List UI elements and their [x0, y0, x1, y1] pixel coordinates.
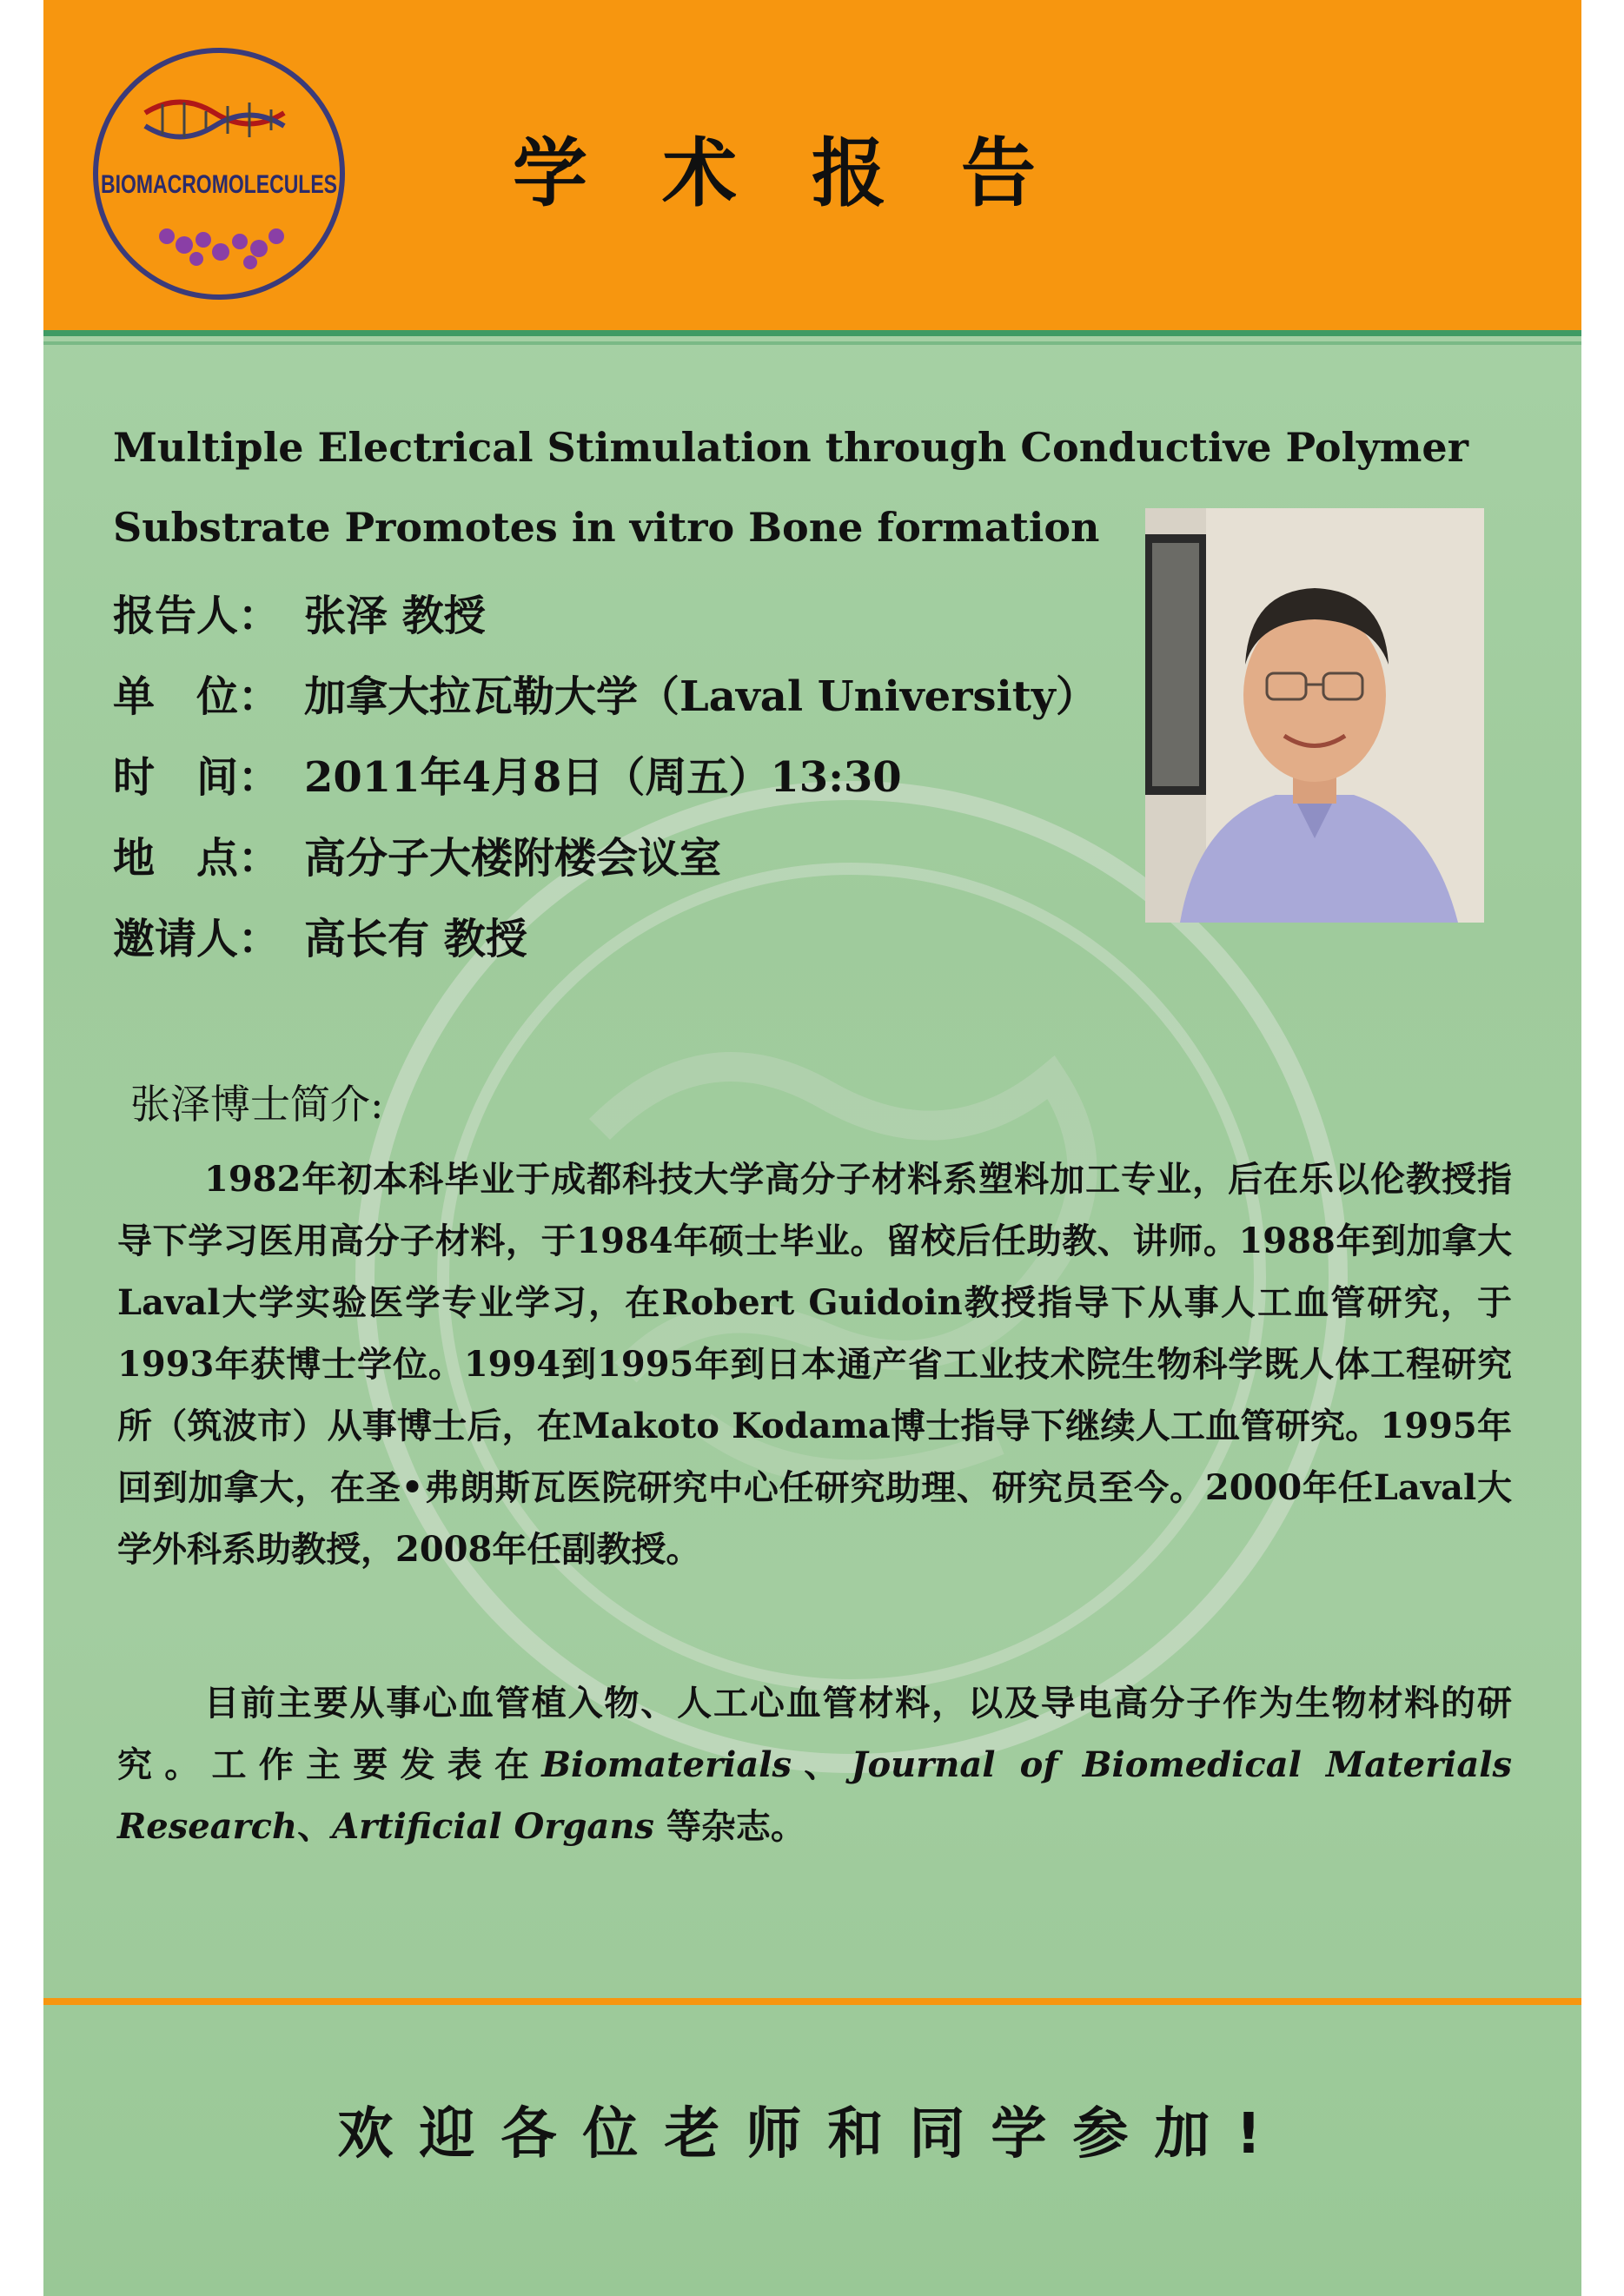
biomacromolecules-logo	[89, 43, 349, 304]
poster-title: 学术报告	[513, 130, 1110, 217]
unit-value: 加拿大拉瓦勒大学（Laval University）	[304, 672, 1097, 721]
separator: 、	[297, 1806, 333, 1847]
footer-divider	[43, 1998, 1581, 2005]
speaker-photo	[1145, 508, 1484, 923]
time-row	[113, 744, 902, 804]
speaker-value: 张泽 教授	[304, 592, 486, 640]
host-value: 高长有 教授	[304, 915, 527, 963]
bio-para2-text: 目前主要从事心血管植入物、人工心血管材料，以及导电高分子作为生物材料的研究。工作主要发表在	[117, 1683, 1512, 1785]
welcome-message: 欢迎各位老师和同学参加!	[337, 2102, 1288, 2167]
talk-title-line2: Substrate Promotes in vitro Bone formation	[113, 504, 1100, 551]
time-label: 时 间：	[113, 753, 281, 802]
header-band	[43, 0, 1581, 330]
place-label: 地 点：	[113, 834, 281, 883]
bio-heading: 张泽博士简介:	[130, 1081, 384, 1128]
unit-label: 单 位：	[113, 672, 281, 721]
journal-jbmr: Journal of Biomedical Materials Research	[117, 1744, 1512, 1847]
bio-paragraph-2	[117, 1672, 1512, 1857]
place-row	[113, 824, 721, 884]
bio-para2-tail: 等杂志。	[653, 1806, 805, 1847]
place-value: 高分子大楼附楼会议室	[304, 834, 722, 883]
header-divider	[43, 330, 1581, 336]
speaker-row	[113, 582, 486, 642]
talk-title-line1: Multiple Electrical Stimulation through Conductive Polymer	[113, 424, 1468, 471]
header-divider-thin	[43, 341, 1581, 345]
separator: 、	[792, 1744, 852, 1785]
unit-row	[113, 663, 1097, 723]
host-row	[113, 905, 527, 965]
bio-paragraph-1: 1982年初本科毕业于成都科技大学高分子材料系塑料加工专业，后在乐以伦教授指导下学习医用高分子材料，于1984年硕士毕业。留校后任助教、讲师。1988年到加拿大Laval大学实验医学专业学习，在Robert Guidoin教授指导下从事人工血管研究，于1993年获博士学位。1994到1995年到日本通产省工业技术院生物科学既人体工程研究所（筑波市）从事博士后，在Makoto Kodama博士指导下继续人工血管研究。1995年回到加拿大，在圣•弗朗斯瓦医院研究中心任研究助理、研究员至今。2000年任Laval大学外科系助教授，2008年任副教授。	[117, 1159, 1512, 1570]
time-value: 2011年4月8日（周五）13:30	[304, 753, 902, 802]
journal-artificial-organs: Artificial Organs	[332, 1806, 654, 1847]
logo-text: BIOMACROMOLECULES	[101, 170, 337, 199]
journal-biomaterials: Biomaterials	[541, 1744, 792, 1785]
poster	[43, 0, 1581, 2296]
speaker-label: 报告人：	[113, 592, 281, 640]
host-label: 邀请人：	[113, 915, 281, 963]
